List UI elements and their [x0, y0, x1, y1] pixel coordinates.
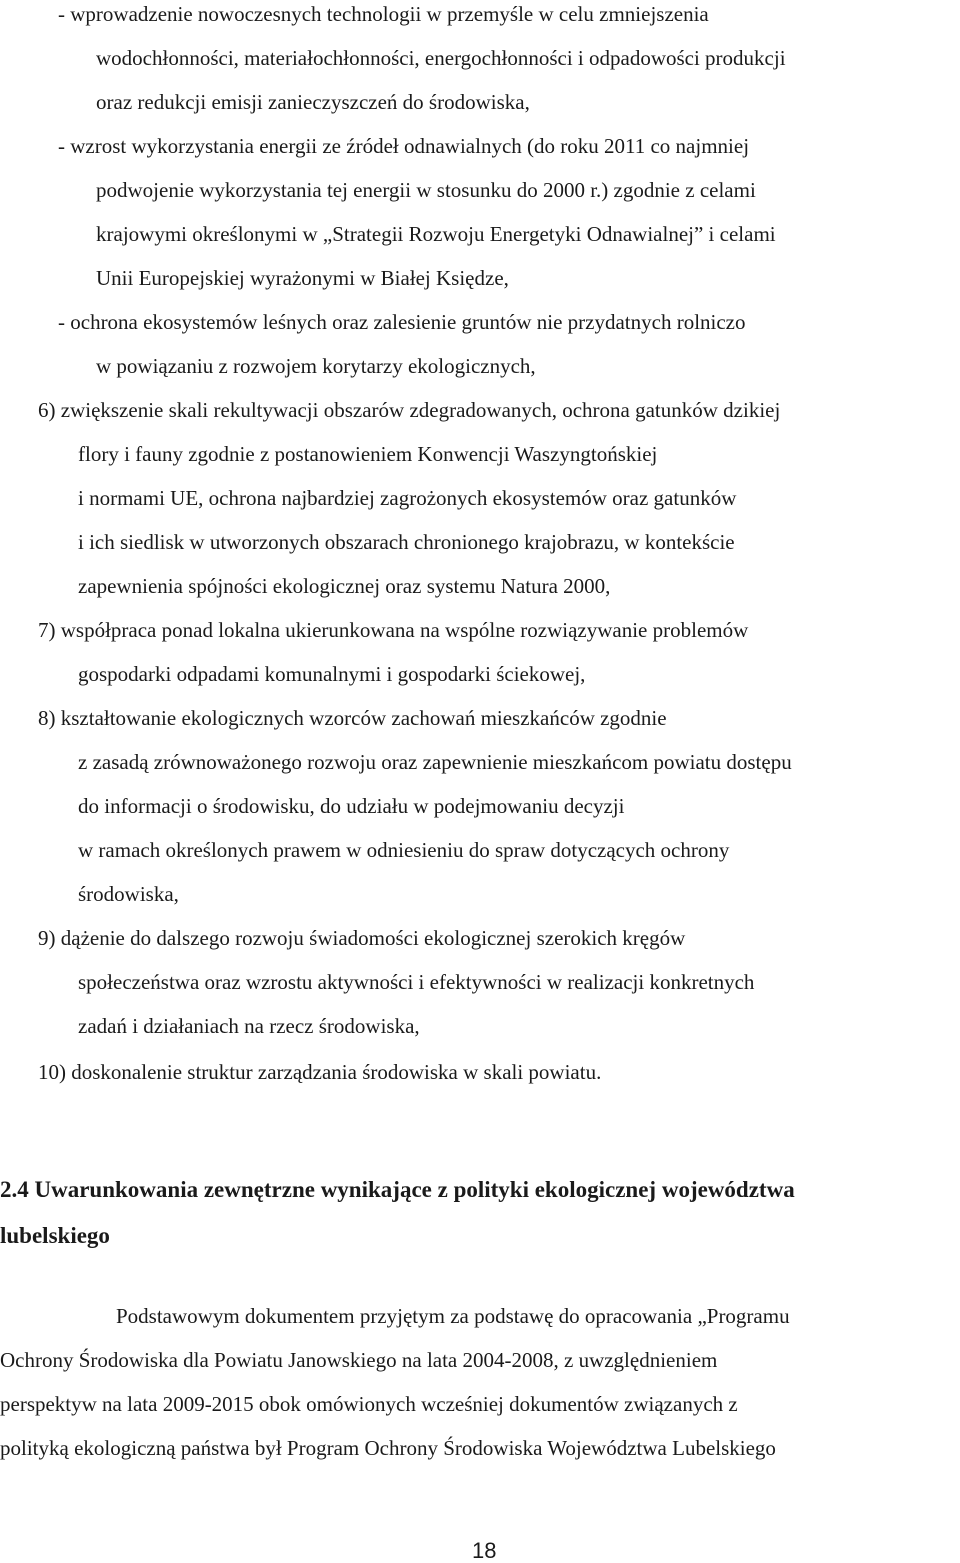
list-item: 8) kształtowanie ekologicznych wzorców zachowań mieszkańców zgodnie — [38, 706, 667, 730]
list-item: gospodarki odpadami komunalnymi i gospodarki ściekowej, — [78, 662, 586, 686]
list-item: zapewnienia spójności ekologicznej oraz systemu Natura 2000, — [78, 574, 611, 598]
page-number: 18 — [472, 1538, 497, 1563]
list-item: 10) doskonalenie struktur zarządzania środowiska w skali powiatu. — [38, 1060, 602, 1084]
paragraph-line: Podstawowym dokumentem przyjętym za podstawę do opracowania „Programu — [116, 1304, 790, 1328]
list-item: flory i fauny zgodnie z postanowieniem Konwencji Waszyngtońskiej — [78, 442, 658, 466]
text-line: - wprowadzenie nowoczesnych technologii w przemyśle w celu zmniejszenia — [58, 2, 709, 26]
list-item: społeczeństwa oraz wzrostu aktywności i efektywności w realizacji konkretnych — [78, 970, 755, 994]
text-line: krajowymi określonymi w „Strategii Rozwoju Energetyki Odnawialnej” i celami — [96, 222, 776, 246]
list-item: do informacji o środowisku, do udziału w podejmowaniu decyzji — [78, 794, 625, 818]
list-item: 9) dążenie do dalszego rozwoju świadomości ekologicznej szerokich kręgów — [38, 926, 686, 950]
text-line: wodochłonności, materiałochłonności, energochłonności i odpadowości produkcji — [96, 46, 786, 70]
section-heading: 2.4 Uwarunkowania zewnętrzne wynikające z polityki ekologicznej województwa — [0, 1177, 795, 1202]
list-item: i ich siedlisk w utworzonych obszarach chronionego krajobrazu, w kontekście — [78, 530, 735, 554]
list-item: z zasadą zrównoważonego rozwoju oraz zapewnienie mieszkańcom powiatu dostępu — [78, 750, 792, 774]
text-line: Unii Europejskiej wyrażonymi w Białej Księdze, — [96, 266, 509, 290]
list-item: środowiska, — [78, 882, 179, 906]
list-item: w ramach określonych prawem w odniesieniu do spraw dotyczących ochrony — [78, 838, 730, 862]
paragraph-line: Ochrony Środowiska dla Powiatu Janowskiego na lata 2004-2008, z uwzględnieniem — [0, 1348, 718, 1372]
paragraph-line: polityką ekologiczną państwa był Program Ochrony Środowiska Województwa Lubelskiego — [0, 1436, 776, 1460]
list-item: 7) współpraca ponad lokalna ukierunkowana na wspólne rozwiązywanie problemów — [38, 618, 749, 642]
text-line: w powiązaniu z rozwojem korytarzy ekologicznych, — [96, 354, 536, 378]
paragraph-line: perspektyw na lata 2009-2015 obok omówionych wcześniej dokumentów związanych z — [0, 1392, 738, 1416]
text-line: - wzrost wykorzystania energii ze źródeł odnawialnych (do roku 2011 co najmniej — [58, 134, 750, 158]
list-item: i normami UE, ochrona najbardziej zagrożonych ekosystemów oraz gatunków — [78, 486, 737, 510]
text-line: - ochrona ekosystemów leśnych oraz zalesienie gruntów nie przydatnych rolniczo — [58, 310, 746, 334]
list-item: 6) zwiększenie skali rekultywacji obszarów zdegradowanych, ochrona gatunków dzikiej — [38, 398, 781, 422]
text-line: podwojenie wykorzystania tej energii w stosunku do 2000 r.) zgodnie z celami — [96, 178, 756, 202]
text-line: oraz redukcji emisji zanieczyszczeń do środowiska, — [96, 90, 530, 114]
list-item: zadań i działaniach na rzecz środowiska, — [78, 1014, 420, 1038]
section-heading: lubelskiego — [0, 1223, 110, 1248]
